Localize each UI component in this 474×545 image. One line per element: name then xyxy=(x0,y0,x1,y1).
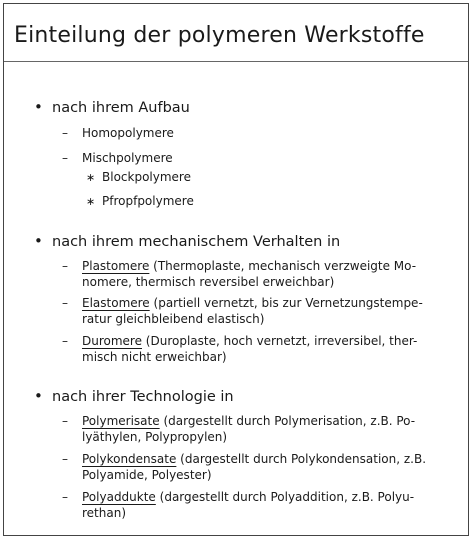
section-heading-technologie xyxy=(34,387,234,405)
term-polyaddukte: Polyaddukte xyxy=(82,490,156,504)
dash-icon: – xyxy=(62,452,68,466)
description-line-2: nomere, thermisch reversibel erweichbar) xyxy=(82,275,335,289)
sub-item-text: Blockpolymere xyxy=(102,170,191,184)
description-line-1: (partiell vernetzt, bis zur Vernetzungstempe- xyxy=(149,296,423,310)
description-line-2: lyäthylen, Polypropylen) xyxy=(82,430,228,444)
page-title: Einteilung der polymeren Werkstoffe xyxy=(14,23,425,48)
dash-icon: – xyxy=(62,334,68,348)
bullet-icon: • xyxy=(34,232,43,250)
section-heading-mechanisch xyxy=(34,232,340,250)
bullet-icon: • xyxy=(34,387,43,405)
term-polykondensate: Polykondensate xyxy=(82,452,177,466)
description-line-1: (dargestellt durch Polymerisation, z.B. Po- xyxy=(159,414,416,428)
dash-icon: – xyxy=(62,490,68,504)
bullet-icon: • xyxy=(34,98,43,116)
slide-frame xyxy=(3,3,469,536)
star-icon: ∗ xyxy=(86,195,96,208)
dash-icon: – xyxy=(62,414,68,428)
section-heading-aufbau xyxy=(34,98,190,116)
description-line-1: (dargestellt durch Polykondensation, z.B. xyxy=(176,452,427,466)
description-line-1: (dargestellt durch Polyaddition, z.B. Polyu- xyxy=(155,490,415,504)
sub-item-blockpolymere xyxy=(86,170,191,184)
term-elastomere: Elastomere xyxy=(82,296,150,310)
description-line-2: ratur gleichbleibend elastisch) xyxy=(82,312,265,326)
description-line-2: misch nicht erweichbar) xyxy=(82,350,227,364)
term-polymerisate: Polymerisate xyxy=(82,414,160,428)
section-heading-text: nach ihrem mechanischem Verhalten in xyxy=(52,234,341,250)
description-line-1: (Thermoplaste, mechanisch verzweigte Mo- xyxy=(149,259,417,273)
dash-icon: – xyxy=(62,151,68,165)
description-line-2: Polyamide, Polyester) xyxy=(82,468,212,482)
term-plastomere: Plastomere xyxy=(82,259,150,273)
dash-icon: – xyxy=(62,296,68,310)
section-heading-text: nach ihrem Aufbau xyxy=(52,100,190,116)
star-icon: ∗ xyxy=(86,171,96,184)
term-duromere: Duromere xyxy=(82,334,142,348)
section-heading-text: nach ihrer Technologie in xyxy=(52,389,234,405)
list-item-text: Mischpolymere xyxy=(82,151,173,165)
sub-item-text: Pfropfpolymere xyxy=(102,194,194,208)
dash-icon: – xyxy=(62,126,68,140)
list-item-text: Homopolymere xyxy=(82,126,174,140)
description-line-2: rethan) xyxy=(82,506,127,520)
title-divider xyxy=(4,61,468,62)
dash-icon: – xyxy=(62,259,68,273)
sub-item-pfropfpolymere xyxy=(86,194,194,208)
description-line-1: (Duroplaste, hoch vernetzt, irreversibel, ther- xyxy=(141,334,418,348)
